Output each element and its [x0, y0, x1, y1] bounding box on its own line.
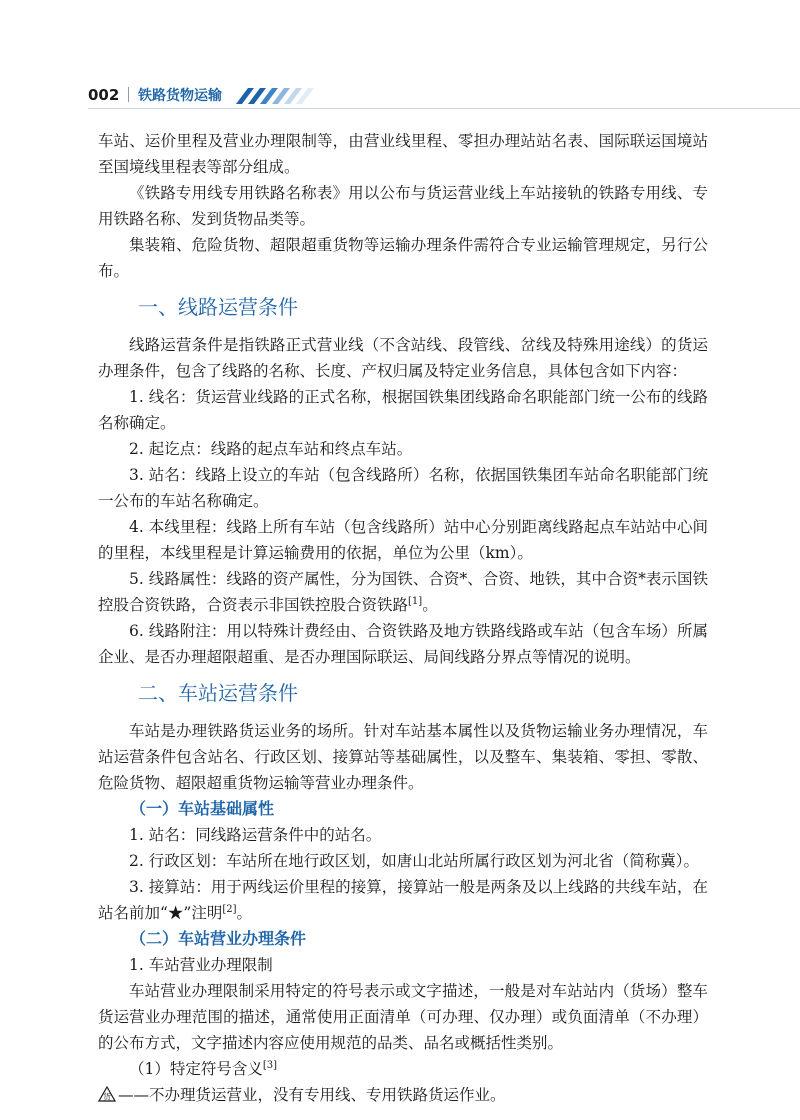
list-item-text: 5. 线路属性：线路的资产属性，分为国铁、合资*、合资、地铁，其中合资*表示国铁控股合资铁路，合资表示非国铁控股合资铁路	[98, 570, 708, 614]
header-stripes-decoration	[218, 84, 398, 108]
paragraph: 车站、运价里程及营业办理限制等，由营业线里程、零担办理站站名表、国际联运国境站至国境线里程表等部分组成。	[98, 132, 708, 176]
header-separator	[128, 87, 129, 102]
list-item	[98, 1056, 708, 1082]
no-freight-triangle-icon	[98, 1086, 116, 1102]
list-item-text: （1）特定符号含义	[129, 1060, 263, 1078]
list-item: 6. 线路附注：用以特殊计费经由、合资铁路及地方铁路线路或车站（包含车场）所属企业、是否办理超限超重、是否办理国际联运、局间线路分界点等情况的说明。	[98, 622, 708, 666]
footnote-ref: [3]	[262, 1059, 278, 1071]
list-item	[98, 566, 708, 618]
list-item: 2. 行政区划：车站所在地行政区划，如唐山北站所属行政区划为河北省（简称冀）。	[129, 852, 699, 870]
footnote-ref: [1]	[408, 595, 423, 607]
list-item-text: 3. 接算站：用于两线运价里程的接算，接算站一般是两条及以上线路的共线车站，在站名前加“★”注明	[98, 878, 708, 922]
subsection-heading: （二）车站营业办理条件	[130, 929, 307, 948]
running-header	[88, 84, 800, 110]
paragraph: 车站营业办理限制采用特定的符号表示或文字描述，一般是对车站站内（货场）整车货运营业办理范围的描述，通常使用正面清单（可办理、仅办理）或负面清单（不办理）的公布方式，文字描述内容应使用规范的品类、品名或概括性类别。	[98, 982, 708, 1052]
section-heading: 一、线路运营条件	[138, 295, 298, 319]
page-body	[98, 128, 708, 1108]
book-title: 铁路货物运输	[138, 88, 222, 104]
section-heading: 二、车站运营条件	[138, 681, 298, 705]
list-item: 4. 本线里程：线路上所有车站（包含线路所）站中心分别距离线路起点车站站中心间的里程，本线里程是计算运输费用的依据，单位为公里（km）。	[98, 518, 708, 562]
list-item: 1. 车站营业办理限制	[129, 956, 273, 974]
paragraph: 集装箱、危险货物、超限超重货物等运输办理条件需符合专业运输管理规定，另行公布。	[98, 236, 708, 280]
paragraph: 车站是办理铁路货运业务的场所。针对车站基本属性以及货物运输业务办理情况，车站运营条件包含站名、行政区划、接算站等基础属性，以及整车、集装箱、零担、零散、危险货物、超限超重货物运输等营业办理条件。	[98, 722, 708, 792]
symbol-description: ——不办理货运营业，没有专用线、专用铁路货运作业。	[118, 1086, 506, 1104]
subsection-heading: （一）车站基础属性	[130, 799, 275, 818]
list-item: 2. 起讫点：线路的起点车站和终点车站。	[129, 440, 413, 458]
punctuation: 。	[422, 596, 438, 614]
list-item: 1. 线名：货运营业线路的正式名称，根据国铁集团线路命名职能部门统一公布的线路名称确定。	[98, 388, 708, 432]
paragraph: 《铁路专用线专用铁路名称表》用以公布与货运营业线上车站接轨的铁路专用线、专用铁路名称、发到货物品类等。	[98, 184, 708, 228]
punctuation: 。	[236, 904, 253, 922]
list-item	[98, 874, 708, 926]
symbol-definition	[98, 1082, 708, 1108]
paragraph: 线路运营条件是指铁路正式营业线（不含站线、段管线、岔线及特殊用途线）的货运办理条件，包含了线路的名称、长度、产权归属及特定业务信息，具体包含如下内容：	[98, 336, 708, 380]
list-item: 3. 站名：线路上设立的车站（包含线路所）名称，依据国铁集团车站命名职能部门统一公布的车站名称确定。	[98, 466, 708, 510]
symbol-glyph: 货	[103, 1092, 111, 1102]
footnote-ref: [2]	[222, 903, 237, 915]
header-rule	[88, 108, 800, 109]
list-item: 1. 站名：同线路运营条件中的站名。	[129, 826, 382, 844]
page-number: 002	[88, 86, 120, 104]
